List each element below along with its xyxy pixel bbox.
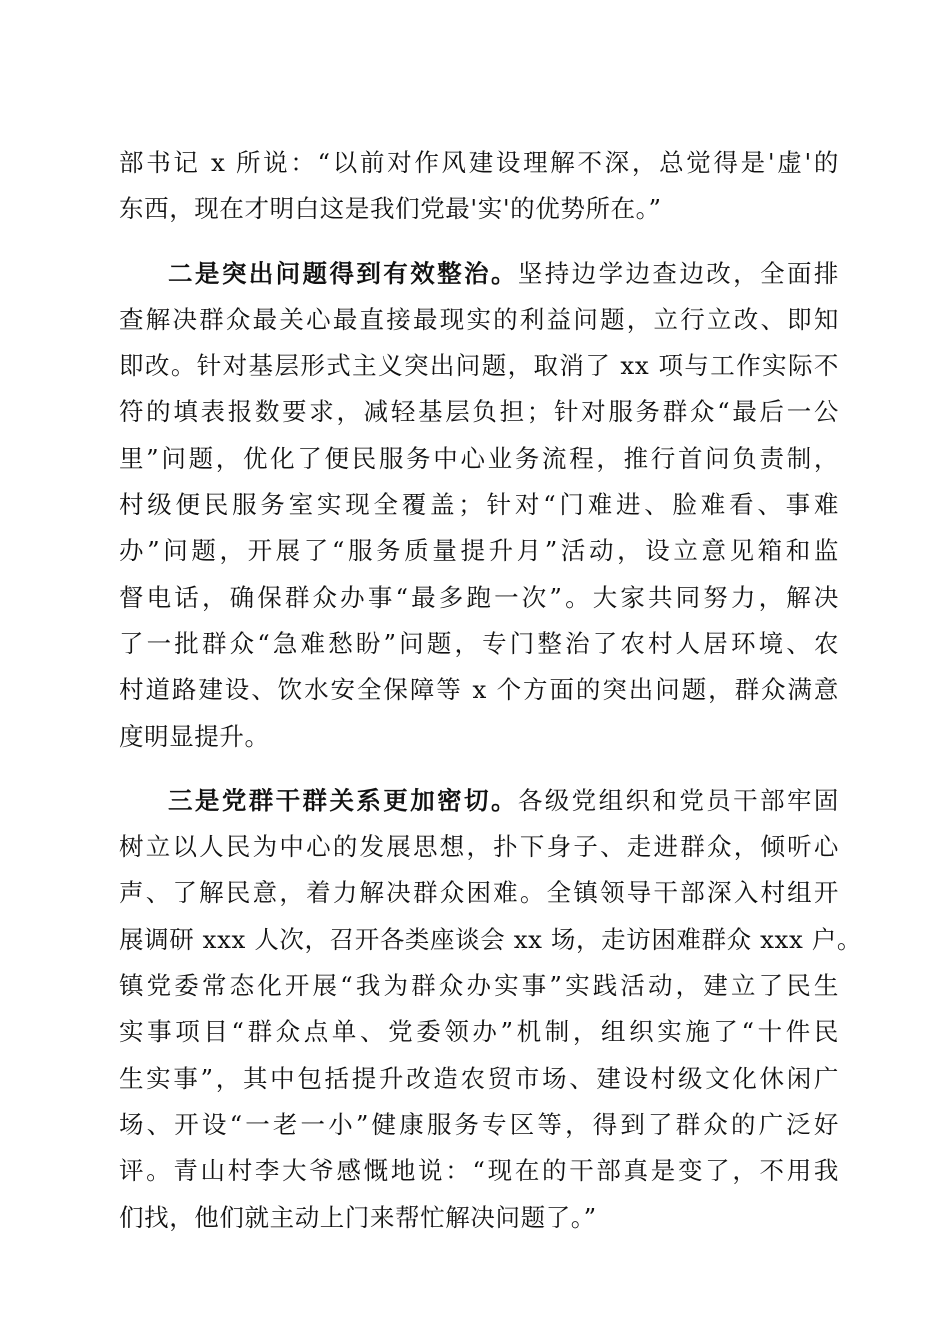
paragraph-3 [119,778,862,1241]
text-line: 树立以人民为中心的发展思想，扑下身子、走进群众，倾听心 [119,832,839,862]
paragraph-1 [119,140,839,233]
text-line: 度明显提升。 [119,721,270,751]
paragraph-2 [119,251,839,760]
text-line: 评。青山村李大爷感慨地说：“现在的干部真是变了，不用我 [119,1156,839,1186]
paragraph-heading: 三是党群干群关系更加密切。 [168,785,518,815]
text-line: 部书记 x 所说：“以前对作风建设理解不深，总觉得是'虚'的 [119,148,839,177]
text-line [119,251,839,297]
text-line: 们找，他们就主动上门来帮忙解决问题了。” [119,1202,597,1232]
text-line: 东西，现在才明白这是我们党最'实'的优势所在。” [119,194,662,224]
text-line: 镇党委常态化开展“我为群众办实事”实践活动，建立了民生 [119,971,839,1001]
text-line: 督电话，确保群众办事“最多跑一次”。大家共同努力，解决 [119,582,839,612]
text-line: 查解决群众最关心最直接最现实的利益问题，立行立改、即知 [119,304,839,334]
text-line: 声、了解民意，着力解决群众困难。全镇领导干部深入村组开 [119,878,839,908]
text-line: 了一批群众“急难愁盼”问题，专门整治了农村人居环境、农 [119,628,839,658]
text-line: 展调研 xxx 人次，召开各类座谈会 xx 场，走访困难群众 xxx 户。 [119,924,862,954]
text-line: 实事项目“群众点单、党委领办”机制，组织实施了“十件民 [119,1017,839,1047]
text-line: 生实事”，其中包括提升改造农贸市场、建设村级文化休闲广 [119,1063,839,1093]
text-line: 村道路建设、饮水安全保障等 x 个方面的突出问题，群众满意 [119,675,839,705]
document-body [119,140,862,1241]
text-line: 里”问题，优化了便民服务中心业务流程，推行首问负责制， [119,443,839,473]
text-line: 场、开设“一老一小”健康服务专区等，得到了群众的广泛好 [119,1109,839,1139]
paragraph-heading: 二是突出问题得到有效整治。 [168,258,518,288]
text-fragment: 各级党组织和党员干部牢固 [517,785,839,815]
text-fragment: 坚持边学边查边改，全面排 [517,258,839,288]
text-line: 即改。针对基层形式主义突出问题，取消了 xx 项与工作实际不 [119,351,839,381]
text-line: 办”问题，开展了“服务质量提升月”活动，设立意见箱和监 [119,536,839,566]
text-line: 村级便民服务室实现全覆盖；针对“门难进、脸难看、事难 [119,490,839,520]
text-line: 符的填表报数要求，减轻基层负担；针对服务群众“最后一公 [119,397,839,427]
text-line [119,778,839,824]
